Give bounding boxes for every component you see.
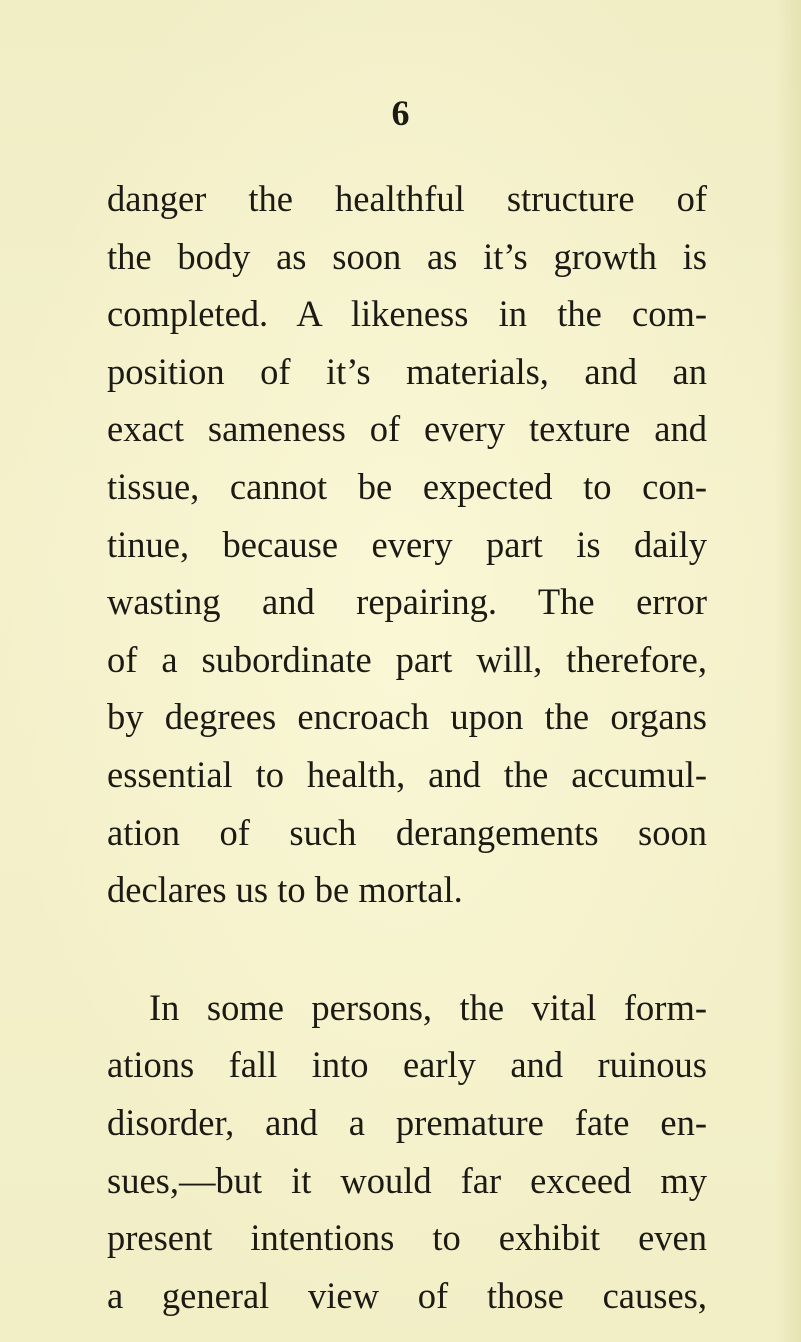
- text-line: disorder, and a premature fate en-: [107, 1101, 707, 1143]
- text-line: ation of such derangements soon: [107, 811, 707, 853]
- text-line: of a subordinate part will, therefore,: [107, 638, 707, 680]
- text-line: essential to health, and the accumul-: [107, 753, 707, 795]
- text-line: danger the healthful structure of: [107, 178, 707, 219]
- page-number: 6: [391, 93, 410, 133]
- text-line: present intentions to exhibit even: [107, 1217, 707, 1259]
- text-line: the body as soon as it’s growth is: [107, 235, 707, 277]
- text-line: ations fall into early and ruinous: [107, 1044, 707, 1086]
- text-line: sues,—but it would far exceed my: [107, 1159, 707, 1201]
- text-line: declares us to be mortal.: [107, 869, 463, 911]
- body-text: [107, 170, 707, 1324]
- text-line: tinue, because every part is daily: [107, 523, 707, 565]
- text-line: by degrees encroach upon the organs: [107, 696, 707, 738]
- paragraph-2: [107, 979, 707, 1325]
- paragraph-1: [107, 170, 707, 919]
- text-line: wasting and repairing. The error: [107, 581, 707, 623]
- text-line: tissue, cannot be expected to con-: [107, 465, 707, 507]
- paragraph-gap: [107, 919, 707, 979]
- text-line: exact sameness of every texture and: [107, 408, 707, 450]
- text-line: position of it’s materials, and an: [107, 350, 707, 392]
- text-line: completed. A likeness in the com-: [107, 293, 707, 335]
- text-line: In some persons, the vital form-: [149, 986, 707, 1028]
- text-line: a general view of those causes,: [107, 1274, 707, 1316]
- page-edge-shadow: [775, 0, 801, 1342]
